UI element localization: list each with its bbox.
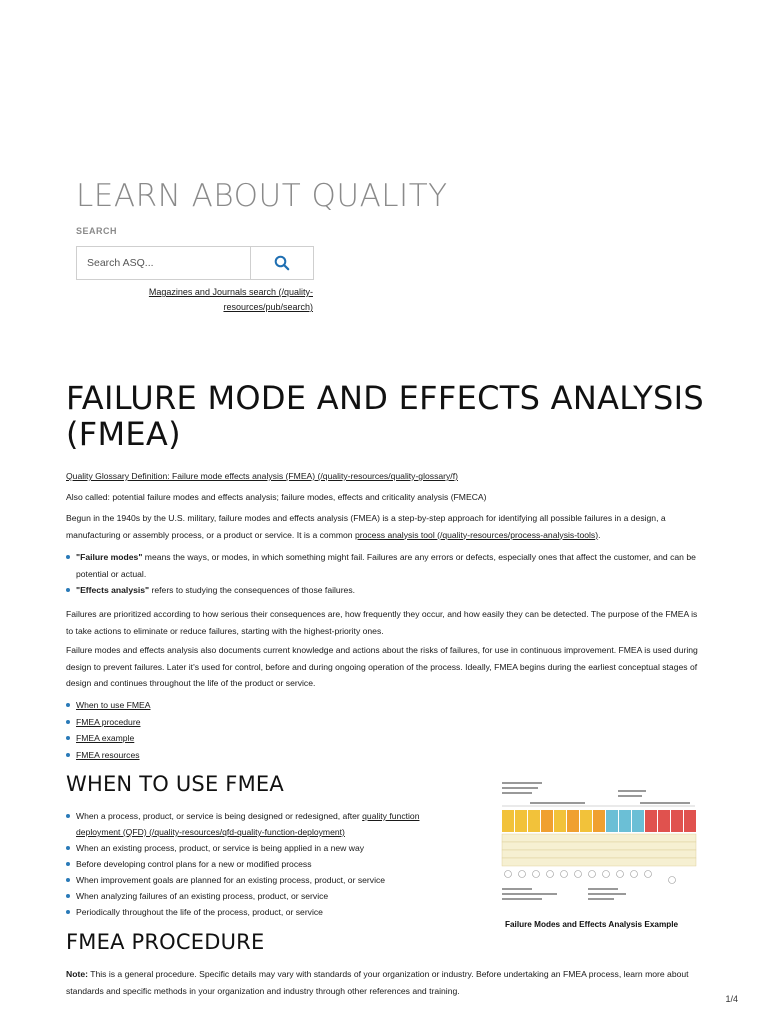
procedure-note: Note: This is a general procedure. Specific details may vary with standards of your organization or industry. Before undertaking an FMEA process, learn more about standards and specific methods in your organization and industry through other references and training. [66,969,689,996]
fmea-example-figure[interactable] [500,780,700,920]
documentation-paragraph: Failure modes and effects analysis also documents current knowledge and actions about the risks of failures, for use in continuous improvement. FMEA is used during design to prevent failures. Later it's used for control, before and during ongoing operation of the process. Ideally, FMEA begins during the earliest conceptual stages of design and continues throughout the life of the product or service. [66,645,698,688]
page-title: FAILURE MODE AND EFFECTS ANALYSIS (FMEA) [66,379,704,453]
list-item: When an existing process, product, or service is being applied in a new way [66,840,466,856]
search-box [76,246,314,280]
toc-link-example[interactable]: FMEA example [76,733,135,743]
glossary-definition-link[interactable]: Quality Glossary Definition: Failure mode effects analysis (FMEA) (/quality-resources/quality-glossary/f) [66,471,458,481]
toc-item [66,747,706,764]
intro-paragraph: Begun in the 1940s by the U.S. military, failure modes and effects analysis (FMEA) is a step-by-step approach for identifying all possible failures in a design, a manufacturing or assembly process, or a product or service. It is a common process analysis tool (/quality-resources/process-analysis-tools). [66,513,666,540]
learn-about-quality-title: LEARN ABOUT QUALITY [76,178,448,214]
list-item: Periodically throughout the life of the process, product, or service [66,904,466,920]
toc-item [66,714,706,731]
journal-link-line1[interactable]: Magazines and Journals search (/quality- [148,287,313,297]
toc-item [66,730,706,747]
page-number: 1/4 [725,994,738,1004]
search-input[interactable] [77,247,250,279]
journal-link-line2[interactable]: resources/pub/search) [223,302,313,312]
figure-caption: Failure Modes and Effects Analysis Example [505,920,679,929]
search-icon [274,255,290,271]
toc-link-procedure[interactable]: FMEA procedure [76,716,141,727]
definition-list [66,549,706,599]
table-of-contents [66,697,706,763]
fmea-worksheet-thumbnail [500,780,700,915]
journal-search-link[interactable] [149,285,313,315]
procedure-heading: FMEA PROCEDURE [66,930,265,954]
toc-link-resources[interactable]: FMEA resources [76,749,140,760]
also-called-text: Also called: potential failure modes and effects analysis; failure modes, effects and criticality analysis (FMECA) [66,492,487,502]
list-item: "Effects analysis" refers to studying the consequences of those failures. [66,582,706,599]
search-button[interactable] [250,247,313,279]
qfd-link[interactable]: quality function deployment (QFD) (/quality-resources/qfd-quality-function-deployment) [76,811,420,837]
when-to-use-heading: WHEN TO USE FMEA [66,772,284,796]
failures-paragraph: Failures are prioritized according to how serious their consequences are, how frequently they occur, and how easily they can be detected. The purpose of the FMEA is to take actions to eliminate or reduce failures, starting with the highest-priority ones. [66,609,698,636]
list-item: When analyzing failures of an existing process, product, or service [66,888,466,904]
list-item: Before developing control plans for a new or modified process [66,856,466,872]
process-analysis-tool-link[interactable]: process analysis tool (/quality-resources/process-analysis-tools) [354,529,599,540]
list-item: When a process, product, or service is being designed or redesigned, after quality function deployment (QFD) (/quality-resources/qfd-quality-function-deployment) [66,808,466,840]
list-item: "Failure modes" means the ways, or modes, in which something might fail. Failures are any errors or defects, especially ones that affect the customer, and can be potential or actual. [66,549,706,582]
search-label: SEARCH [76,226,118,236]
toc-link-when[interactable]: When to use FMEA [76,700,151,710]
list-item: When improvement goals are planned for an existing process, product, or service [66,872,466,888]
toc-item [66,697,706,714]
when-to-use-list [66,808,466,920]
